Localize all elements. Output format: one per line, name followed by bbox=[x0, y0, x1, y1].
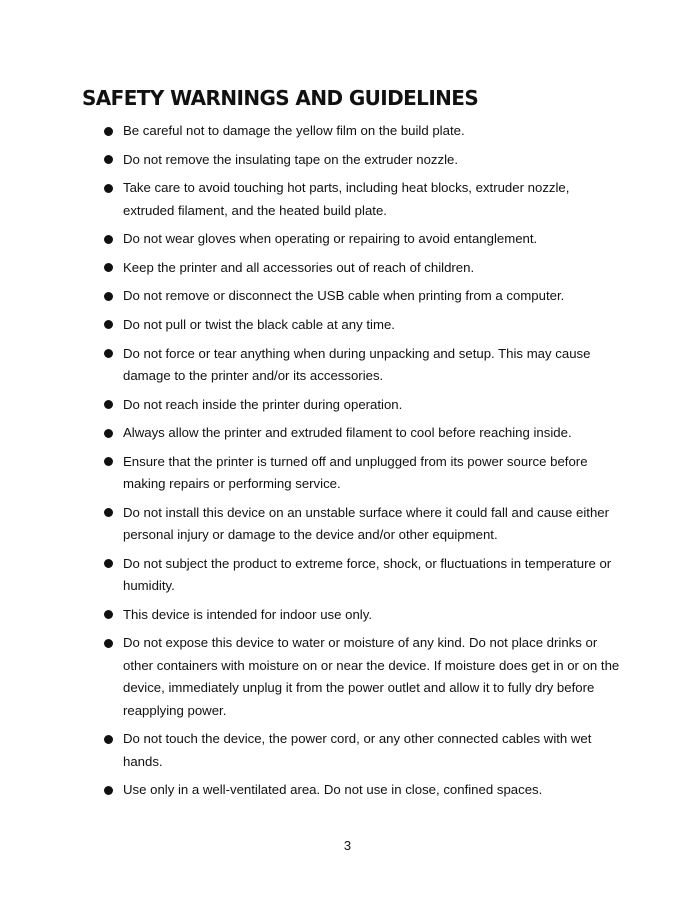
list-item-text: Do not reach inside the printer during operation. bbox=[123, 396, 403, 412]
list-item-text: Do not pull or twist the black cable at any time. bbox=[123, 316, 395, 332]
list-item-text: Do not remove or disconnect the USB cable when printing from a computer. bbox=[123, 288, 565, 304]
list-item bbox=[102, 228, 622, 250]
list-item bbox=[102, 149, 622, 171]
list-item-text: Do not subject the product to extreme force, shock, or fluctuations in temperature or humidity. bbox=[123, 555, 612, 594]
list-item-text: Be careful not to damage the yellow film on the build plate. bbox=[123, 123, 465, 138]
bullet-icon bbox=[104, 320, 113, 329]
bullet-icon bbox=[104, 786, 113, 795]
list-item bbox=[102, 422, 622, 444]
bullet-icon bbox=[104, 263, 113, 272]
bullet-icon bbox=[104, 400, 113, 409]
bullet-icon bbox=[104, 610, 113, 619]
list-item bbox=[102, 553, 622, 598]
bullet-icon bbox=[104, 735, 113, 744]
bullet-icon bbox=[104, 127, 113, 136]
safety-guidelines-list bbox=[102, 120, 622, 808]
bullet-icon bbox=[104, 508, 113, 517]
bullet-icon bbox=[104, 292, 113, 301]
list-item-text: Always allow the printer and extruded filament to cool before reaching inside. bbox=[123, 425, 572, 441]
bullet-icon bbox=[104, 235, 113, 244]
list-item-text: Do not remove the insulating tape on the extruder nozzle. bbox=[123, 151, 459, 167]
list-item-text: Do not expose this device to water or moisture of any kind. Do not place drinks or other containers with moisture on or near the device. If moisture does get in or on the device, immediately unplug it from the power outlet and allow it to fully dry before reapplying power. bbox=[123, 635, 620, 718]
list-item-text: Do not wear gloves when operating or repairing to avoid entanglement. bbox=[123, 231, 538, 247]
list-item bbox=[102, 394, 622, 416]
bullet-icon bbox=[104, 559, 113, 568]
list-item bbox=[102, 604, 622, 626]
list-item-text: Do not install this device on an unstable surface where it could fall and cause either personal injury or damage to the device and/or other equipment. bbox=[123, 504, 610, 543]
list-item bbox=[102, 343, 622, 388]
page-title: SAFETY WARNINGS AND GUIDELINES bbox=[82, 86, 479, 110]
list-item bbox=[102, 728, 622, 773]
bullet-icon bbox=[104, 184, 113, 193]
list-item bbox=[102, 314, 622, 336]
list-item bbox=[102, 502, 622, 547]
list-item bbox=[102, 779, 622, 801]
list-item-text: Keep the printer and all accessories out of reach of children. bbox=[123, 259, 475, 275]
list-item-text: Do not force or tear anything when during unpacking and setup. This may cause damage to the printer and/or its accessories. bbox=[123, 345, 591, 383]
list-item-text: Take care to avoid touching hot parts, including heat blocks, extruder nozzle, extruded filament, and the heated build plate. bbox=[123, 180, 570, 218]
list-item-text: This device is intended for indoor use only. bbox=[123, 606, 372, 622]
list-item bbox=[102, 177, 622, 222]
bullet-icon bbox=[104, 457, 113, 466]
bullet-icon bbox=[104, 639, 113, 648]
list-item bbox=[102, 451, 622, 496]
list-item-text: Ensure that the printer is turned off and unplugged from its power source before making repairs or performing service. bbox=[123, 453, 588, 492]
list-item bbox=[102, 632, 622, 722]
bullet-icon bbox=[104, 429, 113, 438]
list-item bbox=[102, 285, 622, 307]
list-item bbox=[102, 120, 622, 142]
page-number: 3 bbox=[343, 838, 352, 853]
list-item bbox=[102, 257, 622, 279]
list-item-text: Do not touch the device, the power cord, or any other connected cables with wet hands. bbox=[123, 731, 592, 769]
list-item-text: Use only in a well-ventilated area. Do not use in close, confined spaces. bbox=[123, 782, 543, 798]
bullet-icon bbox=[104, 155, 113, 164]
bullet-icon bbox=[104, 349, 113, 358]
